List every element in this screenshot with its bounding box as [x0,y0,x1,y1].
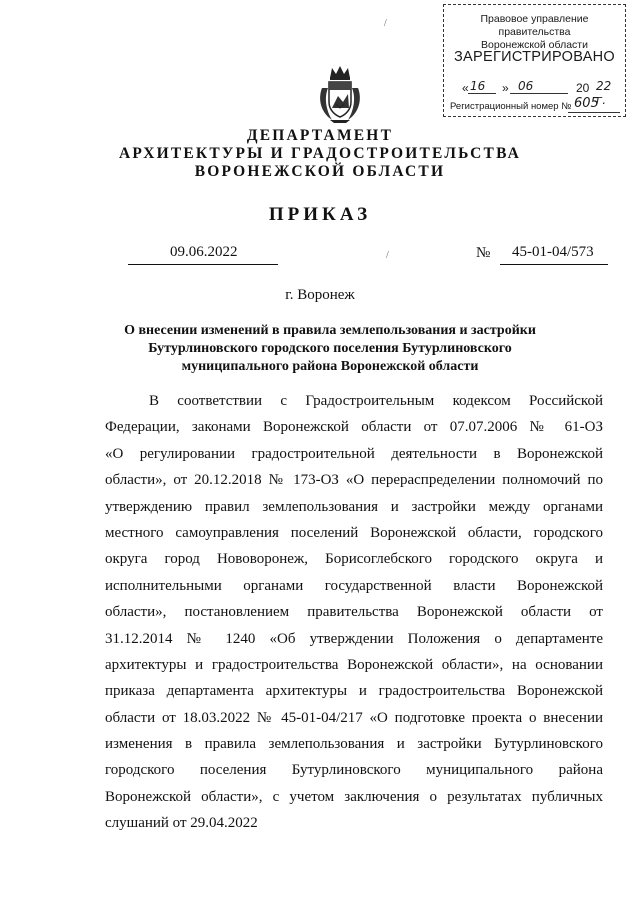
order-number-underline [500,264,608,265]
body-line: изменения в правила землепользования и застройки Бутурлиновского [105,736,603,753]
order-date: 09.06.2022 [170,244,238,260]
order-number-sign: № [476,245,491,261]
body-line: области», постановлением правительства Воронежской области от [105,604,603,621]
body-line: В соответствии с Градостроительным кодексом Российской [149,393,603,409]
scan-mark-2: / [386,250,389,261]
body-line: 31.12.2014 № 1240 «Об утверждении Положения о департаменте [105,630,603,647]
body-line: приказа департамента архитектуры и градостроительства Воронежской [105,683,603,700]
body-line: городского поселения Бутурлиновского муниципального района [105,762,603,779]
document-type-title: ПРИКАЗ [268,204,372,225]
stamp-date-day: 16 [470,79,486,93]
stamp-org-line1: Правовое управление правительства [480,13,589,38]
order-city: г. Воронеж [285,287,355,303]
stamp-reg-number-underline [568,112,620,113]
body-line: Федерации, законами Воронежской области от 07.07.2006 № 61-ОЗ [105,419,603,436]
department-line2: АРХИТЕКТУРЫ И ГРАДОСТРОИТЕЛЬСТВА [118,145,522,162]
stamp-year-hand: 22 г. [596,79,612,107]
voronezh-coat-of-arms-icon [316,64,364,124]
order-date-underline [128,264,278,265]
body-line: области», от 20.12.2018 № 173-ОЗ «О перераспределении полномочий по [105,472,603,489]
body-line: слушаний от 29.04.2022 [105,815,258,832]
body-line: области от 18.03.2022 № 45-01-04/217 «О подготовке проекта о внесении [105,709,603,726]
body-line: исполнительными органами государственной власти Воронежской [105,577,603,594]
body-line: Воронежской области», с учетом заключения о результатах публичных [105,788,603,805]
stamp-organization [444,13,625,52]
body-line: округа город Нововоронеж, Борисоглебского городского округа и [105,551,603,568]
department-line3: ВОРОНЕЖСКОЙ ОБЛАСТИ [194,163,446,180]
stamp-quote-close: » [502,81,509,95]
registration-stamp [443,4,626,117]
order-body [105,388,603,837]
scan-mark: / [384,18,387,29]
order-subject [110,322,550,376]
stamp-date-month: 06 [518,79,534,93]
stamp-org-line2: Воронежской области [481,39,588,51]
subject-line3: муниципального района Воронежской области [181,359,479,374]
stamp-year-prefix: 20 [576,81,590,95]
order-number: 45-01-04/573 [512,244,594,260]
stamp-day-underline [468,93,496,94]
stamp-reg-number-value: 605 [574,96,599,111]
body-line: «О регулировании градостроительной деятельности в Воронежской [105,445,603,462]
subject-line1: О внесении изменений в правила землепользования и застройки [124,323,536,338]
stamp-reg-number [450,96,599,112]
stamp-month-underline [510,93,568,94]
stamp-registered-label: ЗАРЕГИСТРИРОВАНО [453,49,616,65]
stamp-reg-number-label: Регистрационный номер № [450,101,572,112]
body-line: утверждению правил землепользования и застройки между органами [105,498,603,515]
body-line: местного самоуправления поселений Воронежской области, городского [105,524,603,541]
subject-line2: Бутурлиновского городского поселения Бутурлиновского [148,341,512,356]
body-line: архитектуры и градостроительства Воронежской области», на основании [105,656,603,673]
stamp-quote-open: « [462,81,469,95]
department-line1: ДЕПАРТАМЕНТ [246,127,394,144]
